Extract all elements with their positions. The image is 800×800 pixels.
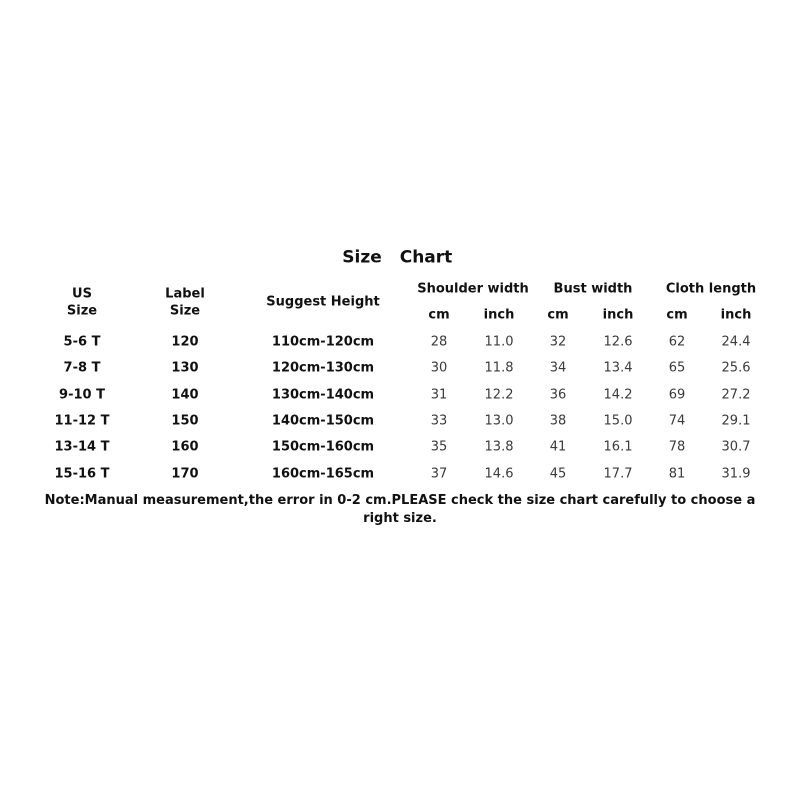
cell-bust-inch: 12.6 [603, 334, 633, 350]
cell-shoulder-inch: 11.0 [484, 334, 514, 350]
cell-suggest-height: 130cm-140cm [271, 387, 375, 403]
cell-length-inch: 31.9 [721, 466, 751, 482]
measurement-note: Note:Manual measurement,the error in 0-2 cm.PLEASE check the size chart carefully to choose a right size. [44, 493, 756, 526]
cell-length-inch: 25.6 [721, 360, 751, 376]
cell-shoulder-cm: 30 [430, 360, 448, 376]
cell-length-inch: 27.2 [721, 387, 751, 403]
cell-bust-inch: 13.4 [603, 360, 633, 376]
cell-bust-inch: 15.0 [603, 413, 633, 429]
cell-label-size: 140 [171, 387, 199, 403]
cell-shoulder-inch: 11.8 [484, 360, 514, 376]
cell-bust-cm: 45 [549, 466, 567, 482]
cell-label-size: 130 [171, 360, 199, 376]
cell-length-cm: 74 [668, 413, 686, 429]
cell-shoulder-cm: 28 [430, 334, 448, 350]
cell-us-size: 15-16 T [54, 466, 110, 482]
unit-header-inch: inch [483, 307, 515, 323]
header-us-size-line1: US [72, 286, 92, 302]
cell-us-size: 9-10 T [59, 387, 105, 403]
cell-length-inch: 29.1 [721, 413, 751, 429]
cell-label-size: 170 [171, 466, 199, 482]
chart-title-chart: Chart [399, 247, 453, 268]
cell-us-size: 11-12 T [54, 413, 110, 429]
cell-shoulder-cm: 35 [430, 439, 448, 455]
cell-suggest-height: 110cm-120cm [271, 334, 375, 350]
header-cloth-length: Cloth length [665, 281, 757, 297]
cell-length-inch: 30.7 [721, 439, 751, 455]
cell-length-cm: 78 [668, 439, 686, 455]
unit-header-inch: inch [720, 307, 752, 323]
cell-bust-cm: 36 [549, 387, 567, 403]
header-shoulder-width: Shoulder width [417, 281, 529, 297]
cell-us-size: 7-8 T [63, 360, 101, 376]
cell-suggest-height: 160cm-165cm [271, 466, 375, 482]
cell-length-inch: 24.4 [721, 334, 751, 350]
cell-bust-cm: 38 [549, 413, 567, 429]
unit-header-cm: cm [428, 307, 450, 323]
cell-length-cm: 81 [668, 466, 686, 482]
cell-us-size: 5-6 T [63, 334, 101, 350]
cell-bust-inch: 14.2 [603, 387, 633, 403]
cell-bust-inch: 17.7 [603, 466, 633, 482]
cell-shoulder-inch: 13.8 [484, 439, 514, 455]
header-bust-width: Bust width [553, 281, 633, 297]
cell-shoulder-cm: 37 [430, 466, 448, 482]
unit-header-cm: cm [666, 307, 688, 323]
header-label-size-line1: Label [165, 286, 205, 302]
header-label-size-line2: Size [169, 303, 201, 319]
chart-title-size: Size [342, 247, 382, 268]
cell-label-size: 120 [171, 334, 199, 350]
cell-shoulder-cm: 31 [430, 387, 448, 403]
header-suggest-height: Suggest Height [266, 294, 380, 310]
cell-length-cm: 62 [668, 334, 686, 350]
unit-header-inch: inch [602, 307, 634, 323]
cell-shoulder-inch: 14.6 [484, 466, 514, 482]
cell-suggest-height: 140cm-150cm [271, 413, 375, 429]
cell-bust-cm: 41 [549, 439, 567, 455]
cell-suggest-height: 120cm-130cm [271, 360, 375, 376]
cell-bust-inch: 16.1 [603, 439, 633, 455]
cell-length-cm: 65 [668, 360, 686, 376]
cell-shoulder-cm: 33 [430, 413, 448, 429]
cell-us-size: 13-14 T [54, 439, 110, 455]
unit-header-cm: cm [547, 307, 569, 323]
cell-shoulder-inch: 12.2 [484, 387, 514, 403]
cell-label-size: 160 [171, 439, 199, 455]
cell-shoulder-inch: 13.0 [484, 413, 514, 429]
cell-length-cm: 69 [668, 387, 686, 403]
cell-bust-cm: 32 [549, 334, 567, 350]
header-us-size-line2: Size [66, 303, 98, 319]
cell-label-size: 150 [171, 413, 199, 429]
cell-suggest-height: 150cm-160cm [271, 439, 375, 455]
cell-bust-cm: 34 [549, 360, 567, 376]
